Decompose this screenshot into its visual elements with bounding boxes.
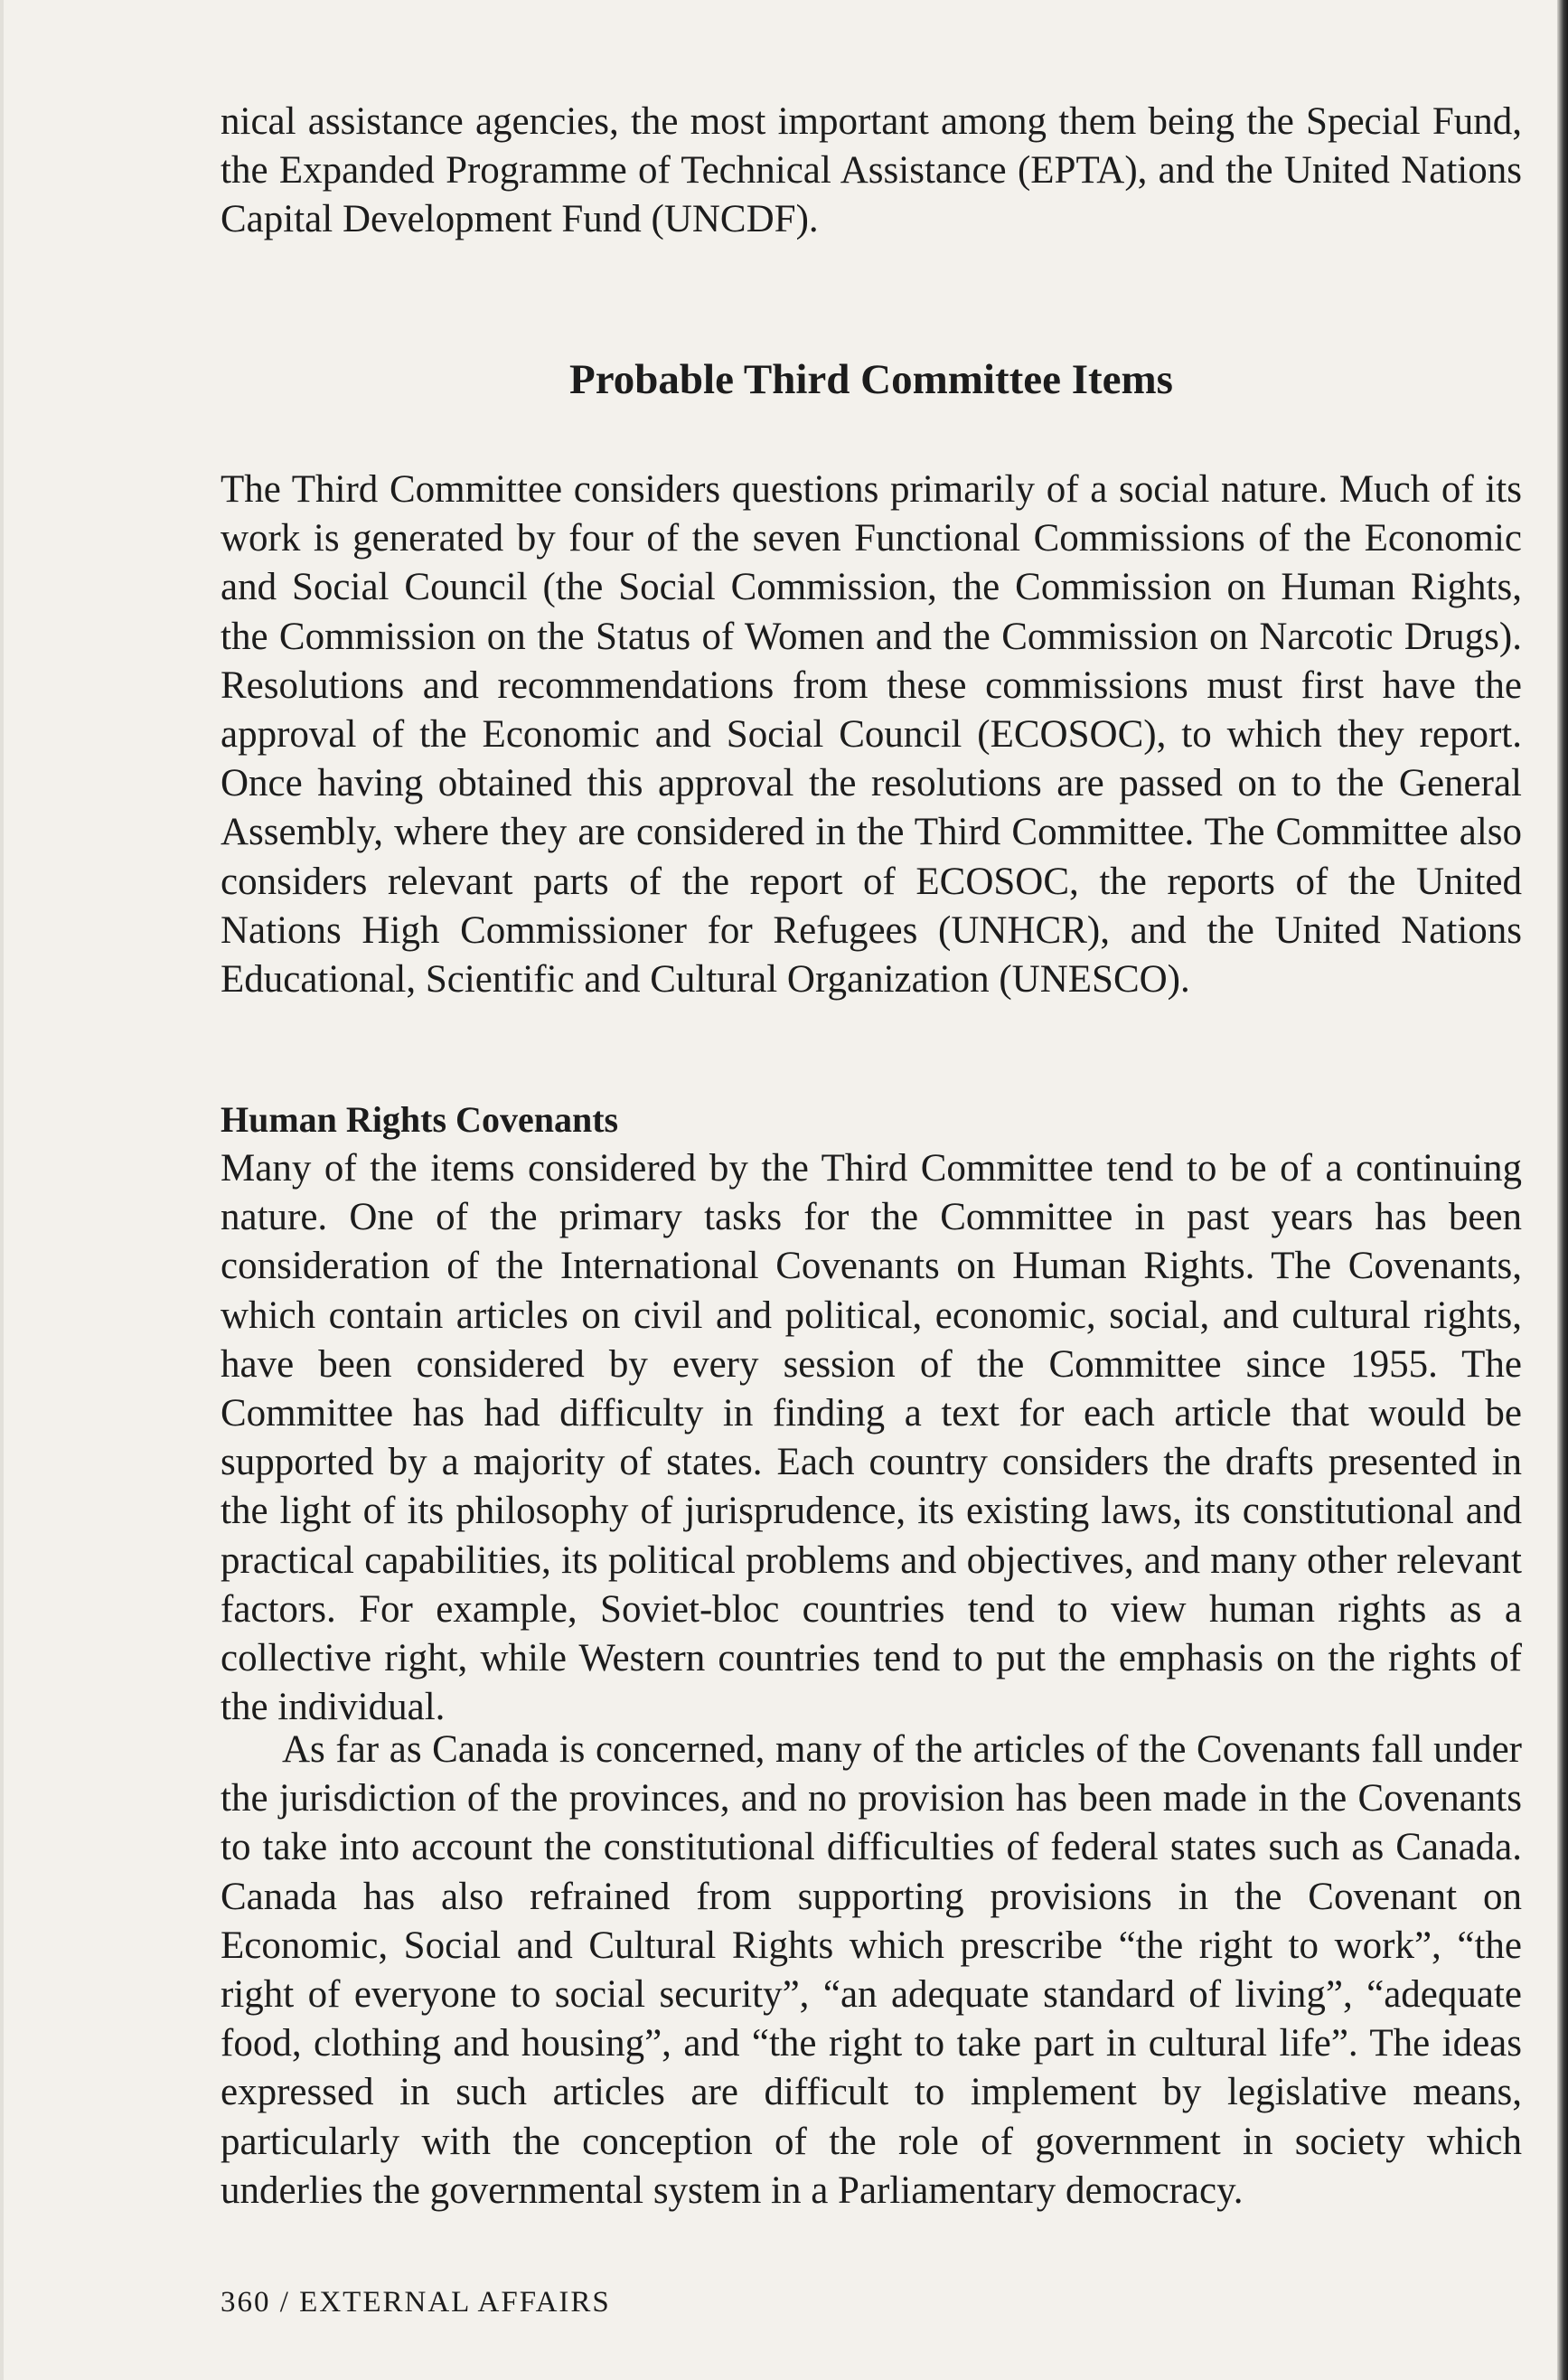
canada-paragraph: As far as Canada is concerned, many of the articles of the Covenants fall under the jurisdiction of the provinces, and no provision has been made in the Covenants to take into account the constitutional difficulties of federal states such as Canada. Canada has also refrained from supporting provisions in the Covenant on Economic, Social and Cultural Rights which prescribe “the right to work”, “the right of everyone to social security”, “an adequate standard of living”, “adequate food, clothing and housing”, and “the right to take part in cultural life”. The ideas expressed in such articles are difficult to implement by legislative means, particularly with the conception of the role of government in society which underlies the governmental system in a Parliamentary democracy. <box>221 1728 1522 2212</box>
covenants-paragraph: Many of the items considered by the Third Committee tend to be of a continuing nature. One of the primary tasks for the Committee in past years has been consideration of the International Covenants on Human Rights. The Covenants, which contain articles on civil and political, economic, social, and cultural rights, have been considered by every session of the Committee since 1955. The Committee has had difficulty in finding a text for each article that would be supported by a majority of states. Each country considers the drafts presented in the light of its philosophy of jurisprudence, its existing laws, its constitutional and practical capabilities, its political problems and objectives, and many other relevant factors. For example, Soviet-bloc countries tend to view human rights as a collective right, while Western countries tend to put the emphasis on the rights of the individual. <box>221 1147 1522 1729</box>
subsection-title: Human Rights Covenants <box>221 1099 619 1140</box>
intro-paragraph: The Third Committee considers questions primarily of a social nature. Much of its work is generated by four of the seven Functional Commissions of the Economic and Social Council (the Social Commission, the Commission on Human Rights, the Commission on the Status of Women and the Commission on Narcotic Drugs). Resolutions and recommendations from these commissions must first have the approval of the Economic and Social Council (ECOSOC), to which they report. Once having obtained this approval the resolutions are passed on to the General Assembly, where they are considered in the Third Committee. The Committee also considers relevant parts of the report of ECOSOC, the reports of the United Nations High Commissioner for Refugees (UNHCR), and the United Nations Educational, Scientific and Cultural Organization (UNESCO). <box>221 468 1522 1002</box>
scan-right-edge <box>1557 0 1568 2380</box>
document-page <box>221 0 1522 2380</box>
section-title: Probable Third Committee Items <box>569 356 1173 403</box>
scan-left-edge <box>0 0 4 2380</box>
page-footer: 360 / EXTERNAL AFFAIRS <box>221 2286 611 2319</box>
top-paragraph: nical assistance agencies, the most important among them being the Special Fund, the Expanded Programme of Technical Assistance (EPTA), and the United Nations Capital Development Fund (UNCDF). <box>221 100 1522 241</box>
